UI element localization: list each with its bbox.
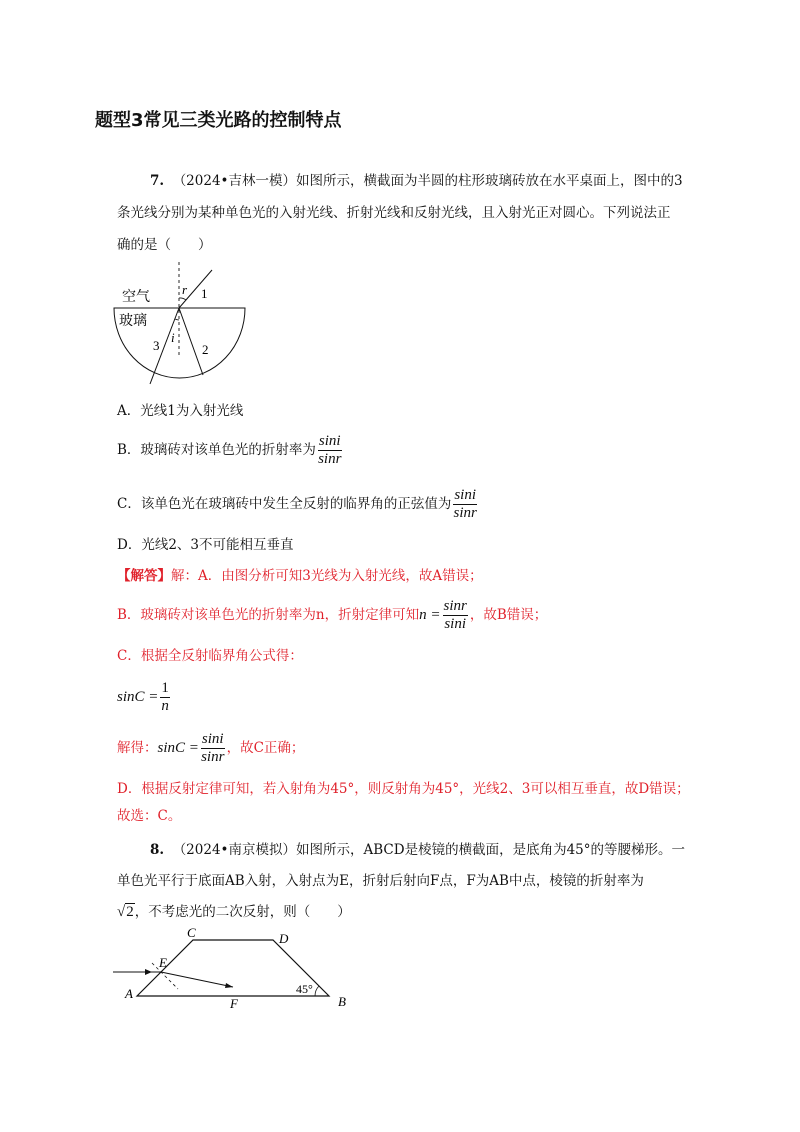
q8-text-1: 如图所示，ABCD是棱镜的横截面，是底角为45°的等腰梯形。一 [296, 842, 686, 858]
q7-line1 [150, 171, 683, 191]
label-i: i [171, 330, 175, 345]
q7-option-a[interactable]: A．光线1为入射光线 [117, 403, 244, 419]
q7-text-2: 条光线分别为某种单色光的入射光线、折射光线和反射光线，且入射光正对圆心。下列说法正 [117, 205, 671, 221]
fraction-sinr-sini: $\frac{\sin r}{\sin i}$ [443, 598, 467, 632]
label-ray-3: 3 [153, 338, 160, 353]
q8-text-2: 单色光平行于底面AB入射，入射点为E，折射后射向F点，F为AB中点，棱镜的折射率为 [117, 873, 644, 889]
label-angle-45: 45° [296, 982, 313, 996]
fraction-1-n: $\frac{1}{n}$ [161, 680, 169, 714]
q8-source: （2024•南京模拟） [172, 842, 297, 858]
fraction-sini-sinr: $\frac{\sin i}{\sin r}$ [318, 433, 342, 467]
q7-option-d[interactable]: D．光线2、3不可能相互垂直 [117, 537, 294, 553]
q7-text-1: 如图所示，横截面为半圆的柱形玻璃砖放在水平桌面上，图中的3 [296, 173, 683, 189]
n-eq: n = [419, 607, 441, 623]
q7-text-3: 确的是（ ） [117, 237, 212, 253]
arrow-icon [145, 969, 152, 975]
fraction-sini-sinr: $\frac{\sin i}{\sin r}$ [453, 487, 477, 521]
answer-line-4: 解得：sinC = $\frac{\sin i}{\sin r}$ ，故C正确； [117, 731, 305, 765]
label-ray-1: 1 [201, 286, 208, 301]
q7-option-b[interactable] [117, 433, 344, 468]
answer-line-2: B．玻璃砖对该单色光的折射率为n，折射定律可知n = $\frac{\sin r}{\sin i}$ ，故B错误； [117, 598, 548, 632]
label-a: A [125, 986, 133, 1001]
q7-figure [105, 258, 255, 388]
q8-number: 8. [150, 842, 165, 858]
ray-2 [179, 308, 203, 375]
label-f: F [230, 996, 238, 1011]
answer-sinc-formula: sinC = $\frac{1}{n}$ [117, 680, 169, 714]
refracted-ray [161, 972, 233, 987]
answer-tag: 【解答】 [117, 568, 171, 584]
answer-line-6: 故选：C。 [117, 808, 182, 824]
label-b: B [338, 994, 346, 1009]
q7-source: （2024•吉林一模） [172, 173, 297, 189]
angle-r-arc [179, 298, 186, 300]
label-ray-2: 2 [202, 342, 209, 357]
q7-option-c-text: C．该单色光在玻璃砖中发生全反射的临界角的正弦值为 [117, 496, 452, 512]
sqrt-symbol: √2 [117, 904, 134, 920]
section-title: 题型3常见三类光路的控制特点 [95, 110, 342, 131]
answer-line-5: D．根据反射定律可知，若入射角为45°，则反射角为45°，光线2、3可以相互垂直，故D错误； [117, 781, 690, 797]
fraction-sini-sinr: $\frac{\sin i}{\sin r}$ [201, 731, 225, 765]
q7-option-b-text: B．玻璃砖对该单色光的折射率为 [117, 442, 316, 458]
answer-line-3: C．根据全反射临界角公式得： [117, 648, 303, 664]
label-air: 空气 [122, 290, 150, 305]
label-e: E [159, 955, 167, 970]
label-glass: 玻璃 [119, 314, 147, 329]
q8-text-3: √2，不考虑光的二次反射，则（ ） [117, 904, 351, 920]
label-c: C [187, 925, 196, 940]
q7-option-c[interactable] [117, 487, 479, 522]
answer-line-1: 【解答】解：A．由图分析可知3光线为入射光线，故A错误； [117, 568, 483, 584]
angle-i-arc [175, 319, 179, 320]
angle-b-arc [315, 986, 319, 996]
q7-number: 7. [150, 173, 165, 189]
q8-figure [108, 925, 358, 1020]
label-d: D [279, 931, 289, 946]
q8-line1 [150, 840, 685, 860]
label-r: r [182, 282, 188, 297]
